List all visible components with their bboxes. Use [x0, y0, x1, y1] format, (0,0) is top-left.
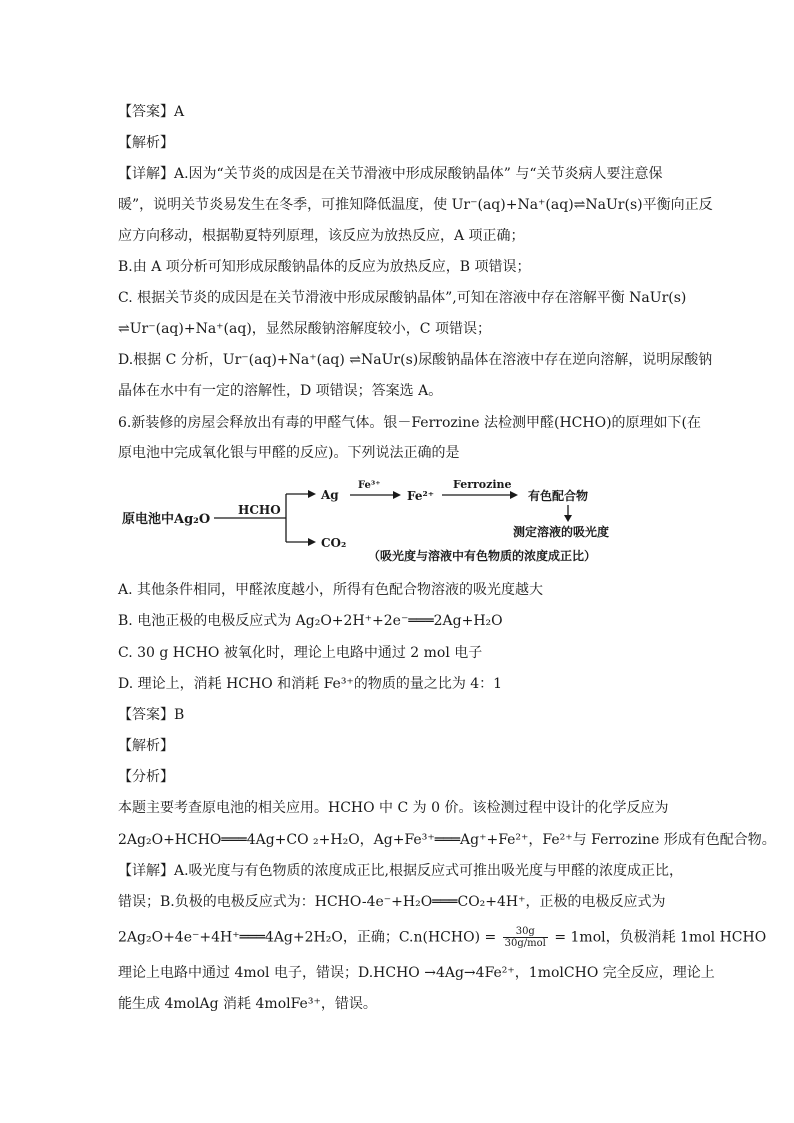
- q6-analysis-label: 【解析】: [118, 738, 174, 754]
- q6-detail-c-line: [118, 926, 767, 949]
- q6-analysis-line: 2Ag₂O+HCHO═══4Ag+CO ₂+H₂O，Ag+Fe³⁺═══Ag⁺+Fe²⁺，Fe²⁺与 Ferrozine 形成有色配合物。: [118, 832, 776, 848]
- q5-detail-line: 晶体在水中有一定的溶解性，D 项错误；答案选 A。: [118, 383, 443, 399]
- q6-stem-line: 原电池中完成氧化银与甲醛的反应)。下列说法正确的是: [118, 445, 460, 461]
- q6-analysis-sub-label: 【分析】: [118, 769, 174, 785]
- diagram-ferrozine-label: Ferrozine: [453, 478, 512, 491]
- arrowhead-icon: [308, 538, 316, 546]
- q6-detail-line: 【详解】A.吸光度与有色物质的浓度成正比,根据反应式可推出吸光度与甲醛的浓度成正比，: [118, 863, 684, 879]
- q5-detail-line: 应方向移动，根据勒夏特列原理，该反应为放热反应，A 项正确；: [118, 228, 525, 244]
- arrowhead-icon: [510, 491, 518, 499]
- detail-c-after: = 1mol，负极消耗 1mol HCHO: [554, 929, 767, 946]
- arrowhead-icon: [393, 491, 401, 499]
- diagram-co2-label: CO₂: [321, 536, 347, 550]
- reaction-flow-diagram: [118, 474, 678, 574]
- diagram-fe3-label: Fe³⁺: [358, 480, 381, 491]
- q5-detail-line: D.根据 C 分析，Ur⁻(aq)+Na⁺(aq) ⇌NaUr(s)尿酸钠晶体在溶液中存在逆向溶解，说明尿酸钠: [118, 352, 713, 368]
- q6-detail-line: 能生成 4molAg 消耗 4molFe³⁺，错误。: [118, 996, 377, 1012]
- option-d: D. 理论上，消耗 HCHO 和消耗 Fe³⁺的物质的量之比为 4：1: [118, 676, 503, 692]
- q6-answer-label: 【答案】B: [118, 707, 185, 723]
- arrowhead-icon: [308, 490, 316, 498]
- fraction-denominator: 30g/mol: [504, 938, 546, 949]
- q6-detail-line: 理论上电路中通过 4mol 电子，错误；D.HCHO →4Ag→4Fe²⁺，1molCHO 完全反应，理论上: [118, 965, 715, 981]
- option-c: C. 30 g HCHO 被氧化时，理论上电路中通过 2 mol 电子: [118, 645, 483, 661]
- diagram-reagent-label: HCHO: [238, 503, 281, 517]
- q6-detail-line: 错误；B.负极的电极反应式为：HCHO-4e⁻+H₂O═══CO₂+4H⁺，正极的电极反应式为: [118, 894, 666, 910]
- diagram-ag-label: Ag: [321, 488, 339, 502]
- q5-detail-line: 暖”，说明关节炎易发生在冬季，可推知降低温度，使 Ur⁻(aq)+Na⁺(aq)⇌NaUr(s)平衡向正反: [118, 197, 713, 213]
- diagram-complex-label: 有色配合物: [528, 489, 589, 503]
- diagram-start-label: 原电池中Ag₂O: [122, 512, 211, 527]
- q5-detail-line: B.由 A 项分析可知形成尿酸钠晶体的反应为放热反应，B 项错误；: [118, 259, 531, 275]
- diagram-note-label: （吸光度与溶液中有色物质的浓度成正比）: [368, 549, 597, 563]
- fraction-numerator: 30g: [503, 926, 548, 938]
- mole-fraction: [503, 926, 548, 949]
- diagram-fe2-label: Fe²⁺: [407, 489, 435, 503]
- diagram-measure-label: 测定溶液的吸光度: [513, 525, 610, 539]
- q5-answer-label: 【答案】A: [118, 104, 185, 120]
- detail-c-before: 2Ag₂O+4e⁻+4H⁺═══4Ag+2H₂O，正确；C.n(HCHO) =: [118, 929, 497, 946]
- q5-detail-line: 【详解】A.因为“关节炎的成因是在关节滑液中形成尿酸钠晶体” 与“关节炎病人要注意保: [118, 166, 663, 182]
- q5-detail-line: C. 根据关节炎的成因是在关节滑液中形成尿酸钠晶体”,可知在溶液中存在溶解平衡 NaUr(s): [118, 290, 687, 306]
- option-a: A. 其他条件相同，甲醛浓度越小，所得有色配合物溶液的吸光度越大: [118, 582, 544, 598]
- arrowhead-icon: [564, 515, 572, 522]
- q6-analysis-line: 本题主要考查原电池的相关应用。HCHO 中 C 为 0 价。该检测过程中设计的化学反应为: [118, 800, 669, 816]
- option-b: B. 电池正极的电极反应式为 Ag₂O+2H⁺+2e⁻═══2Ag+H₂O: [118, 613, 503, 629]
- q5-analysis-label: 【解析】: [118, 135, 174, 151]
- q5-detail-line: ⇌Ur⁻(aq)+Na⁺(aq)，显然尿酸钠溶解度较小，C 项错误；: [118, 321, 491, 337]
- q6-stem-line: 6.新装修的房屋会释放出有毒的甲醛气体。银－Ferrozine 法检测甲醛(HCHO)的原理如下(在: [118, 415, 702, 431]
